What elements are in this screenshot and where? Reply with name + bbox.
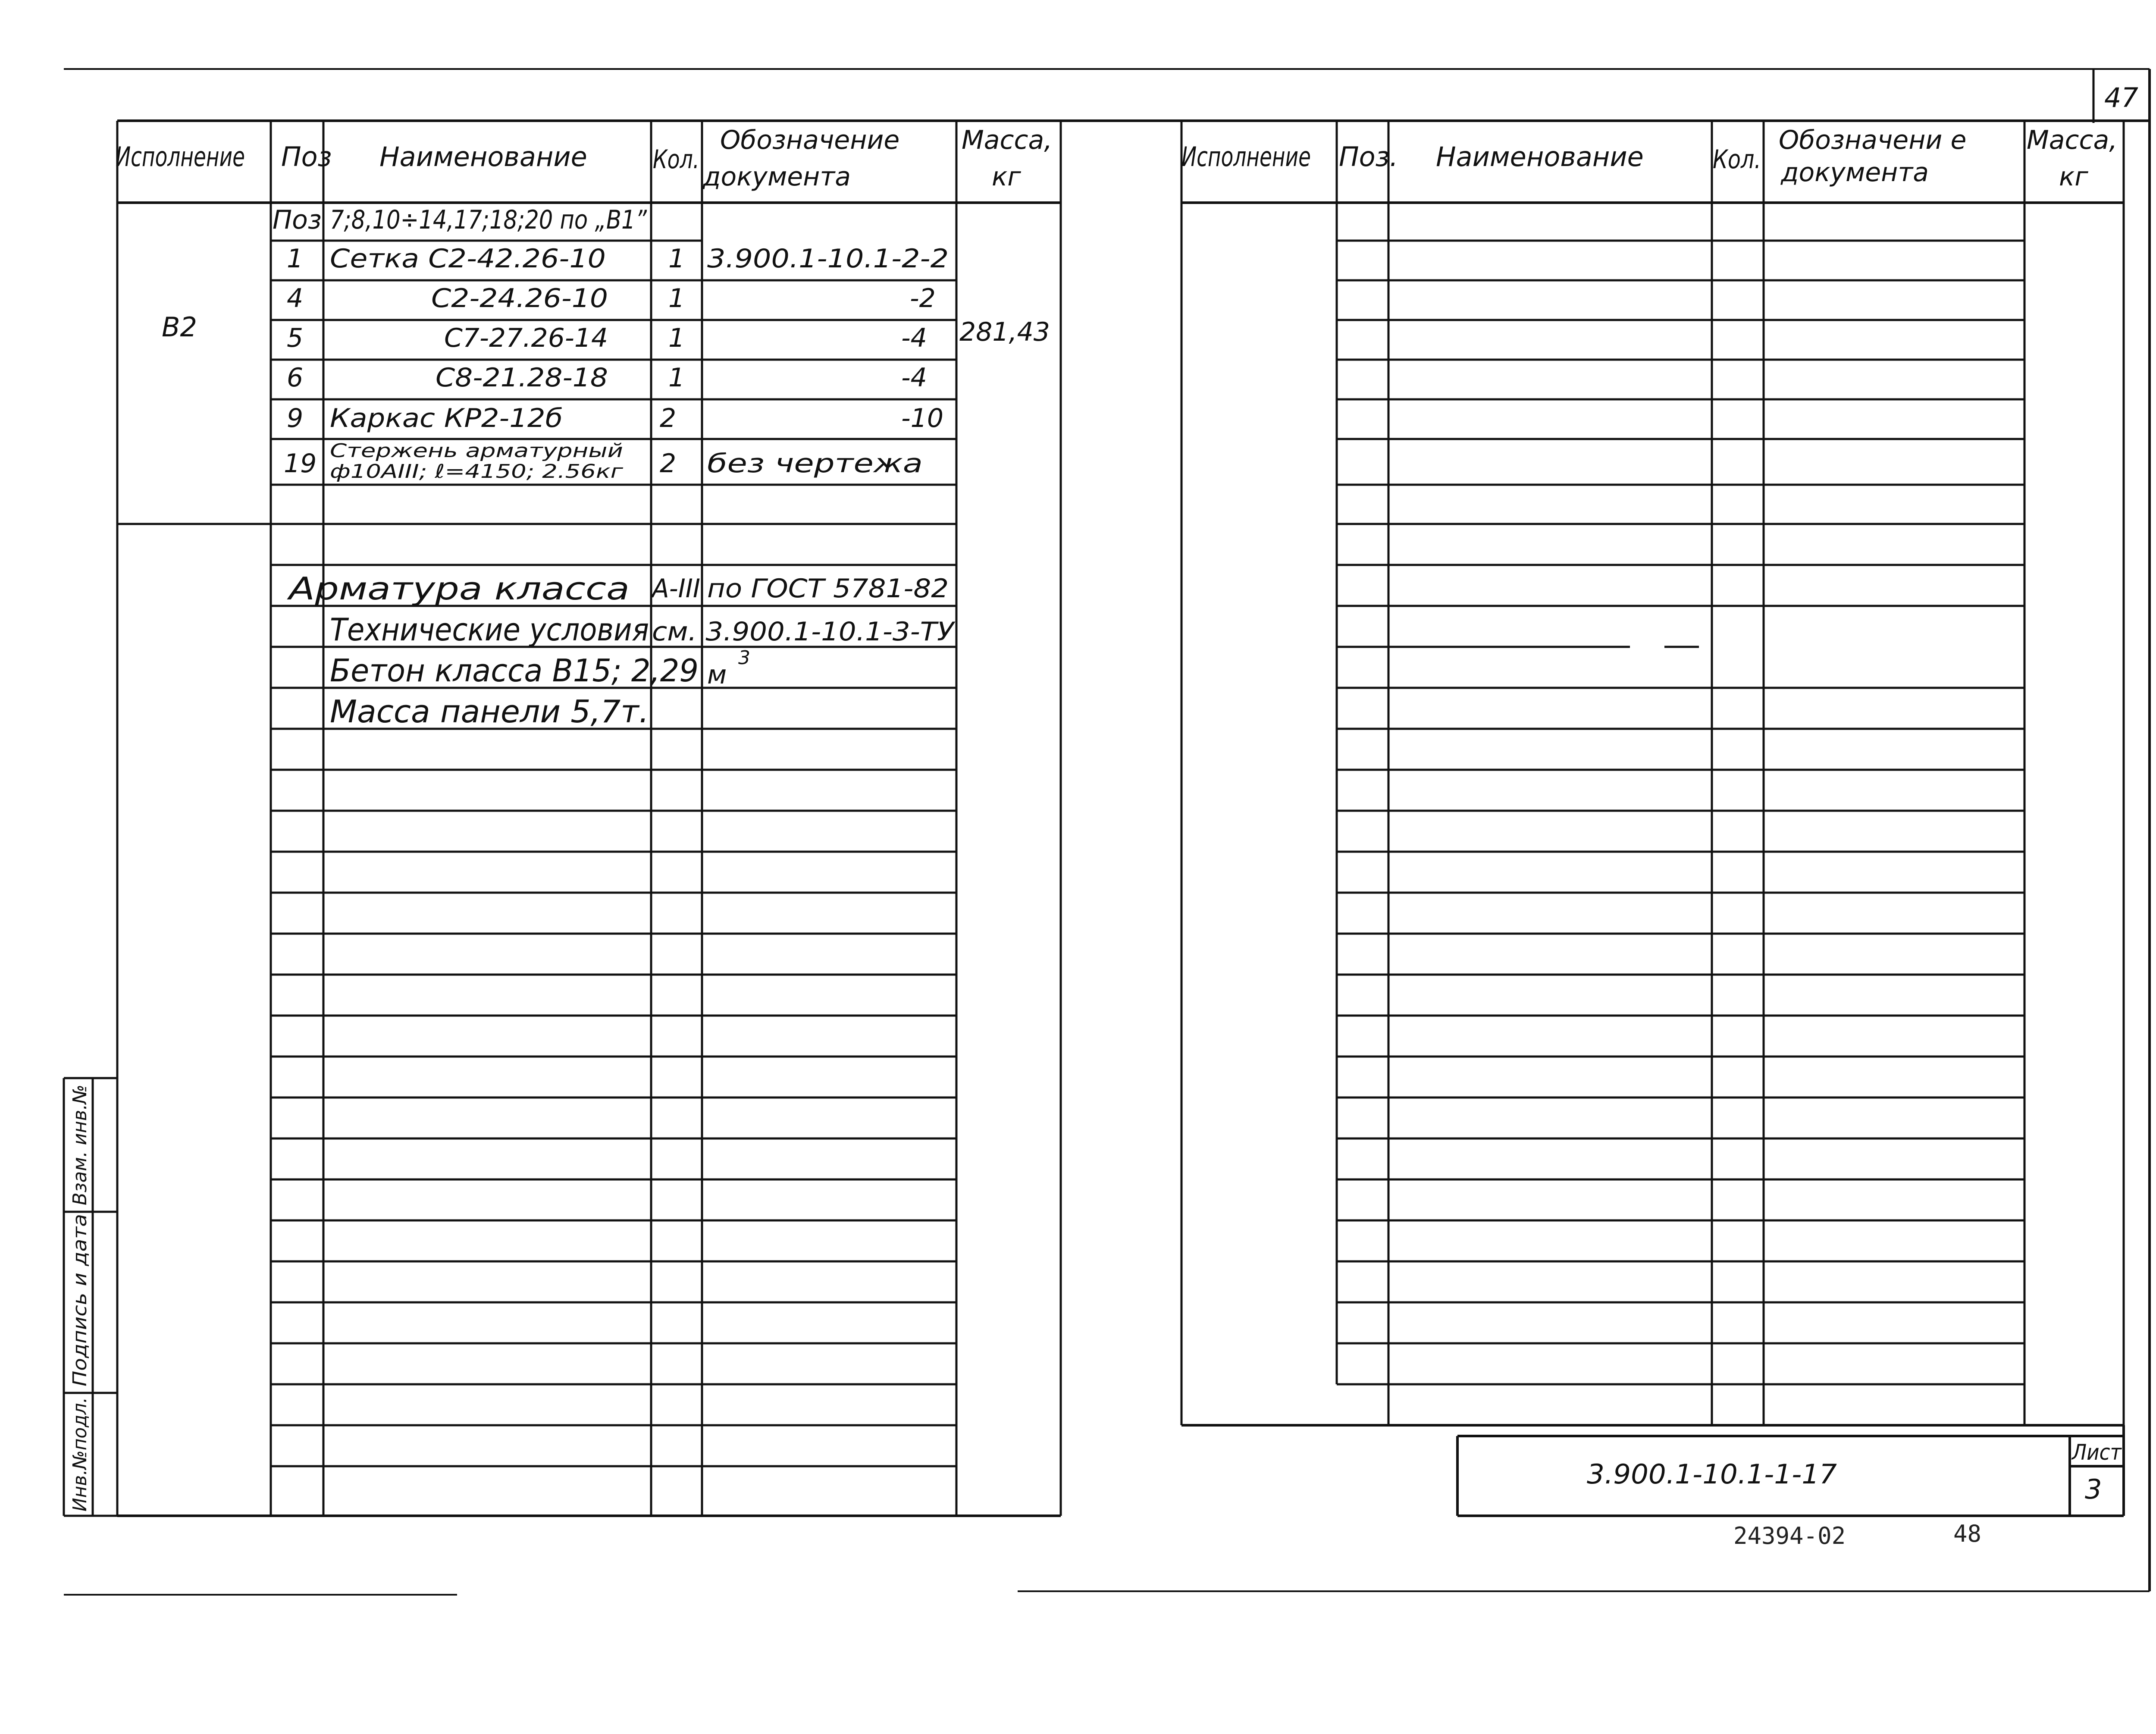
note-massa: Масса панели 5,7т. xyxy=(330,693,649,730)
row-4-doc: -4 xyxy=(901,363,927,393)
right-header-massa-1: Масса, xyxy=(2027,125,2118,155)
stamp-list-label: Лист xyxy=(2071,1440,2122,1465)
right-header-ispolnenie: Исполнение xyxy=(1181,141,1311,172)
left-table-body xyxy=(162,205,1050,730)
row-6-poz: 19 xyxy=(284,448,317,479)
row-5-kol: 2 xyxy=(660,403,677,433)
header-kol: Кол. xyxy=(653,144,699,175)
right-header-kol: Кол. xyxy=(1713,144,1761,175)
row-4-poz: 6 xyxy=(287,363,304,393)
row-2-kol: 1 xyxy=(668,283,685,314)
row-6-doc: без чертежа xyxy=(707,448,923,479)
row-5-poz: 9 xyxy=(287,403,304,433)
header-massa-2: кг xyxy=(992,162,1021,192)
row-2-doc: -2 xyxy=(910,283,936,314)
variant-label: В2 xyxy=(162,311,197,343)
row-2-name: С2-24.26-10 xyxy=(431,283,608,314)
header-massa-1: Масса, xyxy=(962,125,1053,155)
page-frame xyxy=(64,69,2150,1595)
note-tu: Технические условия xyxy=(330,611,649,648)
side-podpis-data: Подпись и дата xyxy=(69,1229,91,1386)
right-header-massa-2: кг xyxy=(2059,162,2088,192)
right-header-oboznachenie-1: Обозначени е xyxy=(1779,125,1967,155)
stamp-designation: 3.900.1-10.1-1-17 xyxy=(1587,1458,1837,1490)
right-table-header xyxy=(1181,125,2117,192)
header-oboznachenie-2: документа xyxy=(703,162,851,192)
right-header-naimenovanie: Наименование xyxy=(1436,141,1644,172)
row-5-name: Каркас КР2-12б xyxy=(330,403,563,433)
mass-total: 281,43 xyxy=(959,317,1050,347)
left-table-header xyxy=(116,125,1052,192)
row-1-doc: 3.900.1-10.1-2-2 xyxy=(707,244,949,274)
row-4-kol: 1 xyxy=(668,363,685,393)
row-1-name: Сетка С2-42.26-10 xyxy=(330,244,606,274)
side-vzam-inv: Взам. инв.№ xyxy=(69,1082,91,1205)
side-inv-podl: Инв.№подл. xyxy=(69,1392,91,1511)
note-tu-ref: см. 3.900.1-10.1-3-ТУ xyxy=(652,617,956,647)
bottom-number: 48 xyxy=(1953,1520,1982,1547)
row-2-poz: 4 xyxy=(287,283,304,314)
note-beton: Бетон класса В15; 2,29 xyxy=(330,652,699,689)
note-armatura-gost: по ГОСТ 5781-82 xyxy=(707,574,949,604)
row-5-doc: -10 xyxy=(901,403,943,433)
sheet-number-top: 47 xyxy=(2104,82,2138,113)
header-ispolnenie: Исполнение xyxy=(116,141,245,172)
row-3-doc: -4 xyxy=(901,323,927,353)
right-header-oboznachenie-2: документа xyxy=(1781,157,1929,188)
row-0-poz: Поз xyxy=(273,205,322,235)
header-naimenovanie: Наименование xyxy=(379,141,587,172)
right-header-poz: Поз. xyxy=(1339,141,1398,172)
row-3-name: С7-27.26-14 xyxy=(444,323,608,353)
row-3-kol: 1 xyxy=(668,323,685,353)
header-poz: Поз xyxy=(281,141,332,172)
row-6-kol: 2 xyxy=(660,448,677,479)
note-beton-exp: 3 xyxy=(738,647,750,669)
bottom-code: 24394-02 xyxy=(1733,1522,1846,1549)
row-3-poz: 5 xyxy=(287,323,304,353)
row-4-name: С8-21.28-18 xyxy=(436,363,608,393)
row-6-name-line1: Стержень арматурный xyxy=(330,440,623,462)
right-table-grid xyxy=(1181,121,2124,1425)
note-armatura: Арматура класса xyxy=(287,571,630,607)
note-armatura-class: А-III xyxy=(650,574,700,604)
row-6-name-line2: ф10АIII; ℓ=4150; 2.56кг xyxy=(330,461,624,483)
row-1-poz: 1 xyxy=(287,244,304,274)
header-oboznachenie-1: Обозначение xyxy=(720,125,900,155)
row-0-name: 7;8,10÷14,17;18;20 по „В1” xyxy=(330,205,647,235)
note-beton-unit: м xyxy=(707,660,727,690)
stamp-list-number: 3 xyxy=(2085,1474,2102,1505)
row-1-kol: 1 xyxy=(668,244,685,274)
